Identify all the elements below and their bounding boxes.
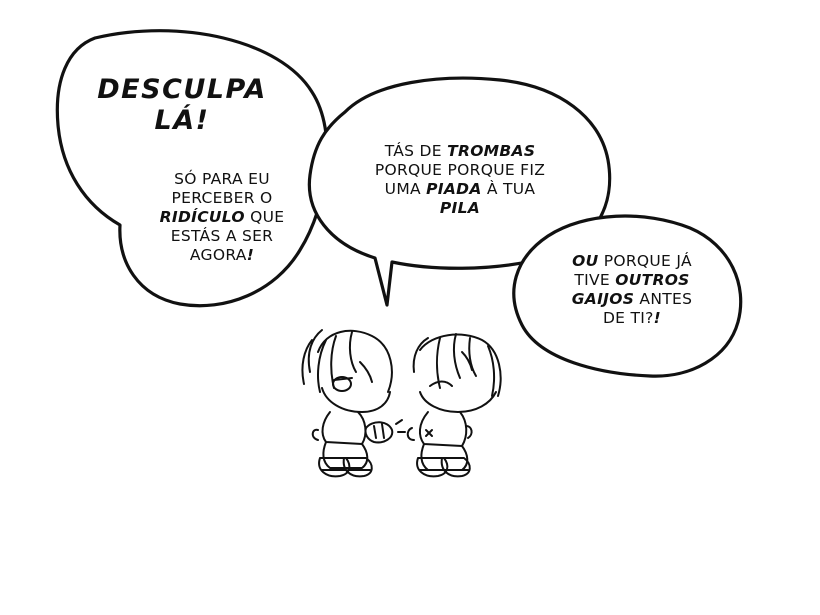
right-text-line: DE TI?!: [602, 309, 662, 327]
middle-text-line: PORQUE PORQUE FIZ: [374, 161, 546, 179]
left-text-line: SÓ PARA EU: [174, 170, 270, 188]
shout-line-1: DESCULPA: [97, 74, 267, 105]
characters-illustration: [302, 330, 500, 476]
right-text-line: TIVE OUTROS: [574, 271, 690, 289]
left-text-line: RIDÍCULO QUE: [159, 208, 285, 226]
right-text-line: GAIJOS ANTES: [571, 290, 693, 308]
right-balloon-text: [532, 252, 732, 328]
shout-line-2: LÁ!: [154, 105, 210, 136]
left-text-line: ESTÁS A SER: [170, 227, 274, 245]
middle-text-line: TÁS DE TROMBAS: [384, 142, 536, 160]
middle-text-line: PILA: [439, 199, 481, 217]
middle-text-line: UMA PIADA À TUA: [384, 180, 536, 198]
left-balloon-text: [128, 170, 316, 265]
left-text-line: AGORA!: [189, 246, 255, 264]
left-balloon-shout: [72, 74, 292, 136]
left-text-line: PERCEBER O: [171, 189, 273, 207]
right-text-line: OU PORQUE JÁ: [572, 252, 692, 270]
middle-balloon-text: [330, 142, 590, 218]
